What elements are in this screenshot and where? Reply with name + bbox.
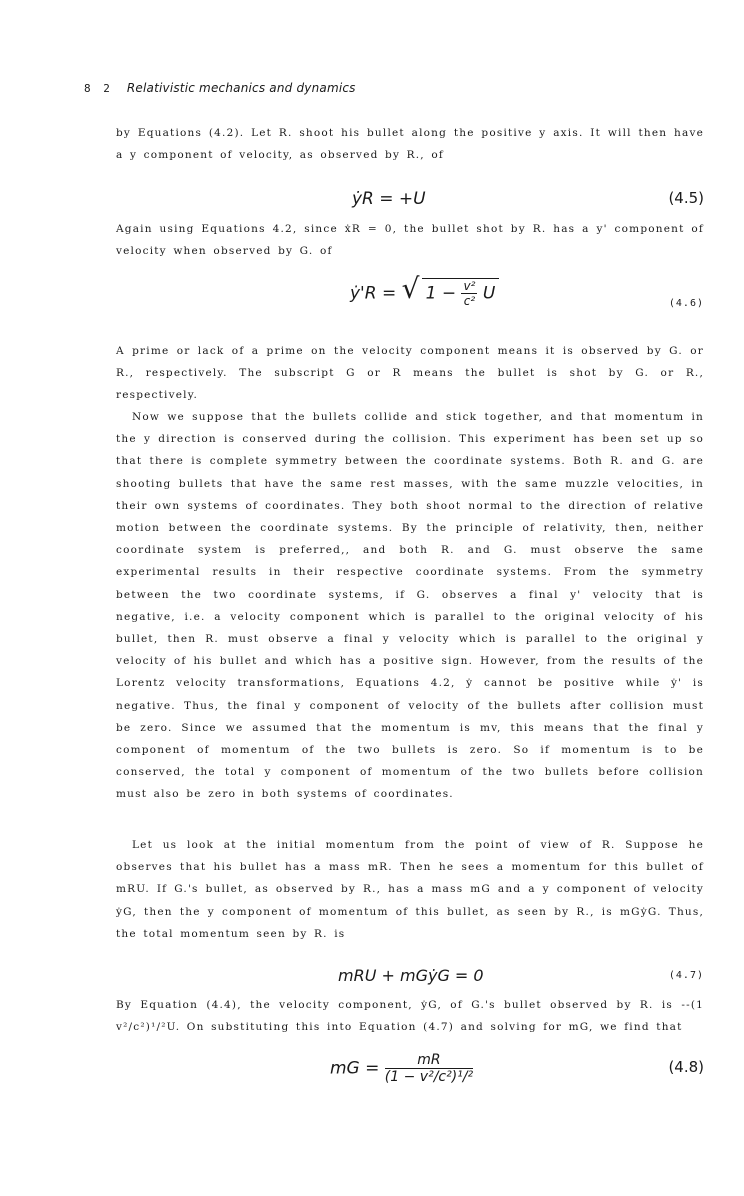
eq46-one-minus: 1 − bbox=[425, 283, 457, 304]
eq45-lhs: ẏR bbox=[352, 189, 374, 209]
page-number: 8 2 bbox=[84, 82, 113, 95]
eq46-frac-bot: c² bbox=[463, 294, 476, 308]
eq46-frac-top: v² bbox=[463, 279, 476, 293]
paragraph-1: by Equations (4.2). Let R. shoot his bullet along the positive y axis. It will then have a y component of velocity, as observed by R., of bbox=[116, 127, 704, 162]
eq48-frac-bot: (1 − v²/c²)¹/² bbox=[384, 1069, 474, 1085]
eq46-tail: U bbox=[482, 283, 496, 304]
equation-4-6 bbox=[116, 272, 704, 322]
eq45-rhs: = +U bbox=[379, 189, 426, 209]
paragraph-6: By Equation (4.4), the velocity component, ẏG, of G.'s bullet observed by R. is --(1 v²/c²)¹/²U. On substituting this into Equation (4.7) and solving for mG, we find that bbox=[116, 999, 704, 1034]
eq48-fraction bbox=[385, 1052, 473, 1085]
equation-4-8 bbox=[116, 1050, 704, 1100]
eq48-frac-top: mR bbox=[385, 1052, 473, 1069]
eq48-lhs: mG = bbox=[330, 1058, 380, 1079]
sqrt-radical: √ 1 − $\frac{\text{v²}}{\text{c²}}$ U bbox=[402, 278, 500, 308]
eq46-number: (4.6) bbox=[668, 298, 704, 309]
paragraph-3: A prime or lack of a prime on the velocity component means it is observed by G. or R., respectively. The subscript G or R means the bullet is shot by G. or R., respectively. bbox=[116, 345, 704, 402]
paragraph-5: Let us look at the initial momentum from the point of view of R. Suppose he observes that his bullet has a mass mR. Then he sees a momentum for this bullet of mRU. If G.'s bullet, as observed by R., has a mass mG and a y component of velocity ẏG, then the y component of momentum of this bullet, as seen by R., is mGẏG. Thus, the total momentum seen by R. is bbox=[116, 839, 704, 940]
eq47-number: (4.7) bbox=[668, 970, 704, 981]
paragraph-2: Again using Equations 4.2, since ẋR = 0, the bullet shot by R. has a y' component of velocity when observed by G. of bbox=[116, 223, 704, 258]
eq46-fraction bbox=[461, 279, 477, 308]
eq48-number: (4.8) bbox=[668, 1058, 704, 1076]
eq45-number: (4.5) bbox=[668, 189, 704, 207]
paragraph-4: Now we suppose that the bullets collide and stick together, and that momentum in the y direction is conserved during the collision. This experiment has been set up so that there is complete symmetry between the coordinate systems. Both R. and G. are shooting bullets that have the same rest masses, with the same muzzle velocities, in their own systems of coordinates. They both shoot normal to the direction of relative motion between the coordinate systems. By the principle of relativity, then, neither coordinate system is preferred,, and both R. and G. must observe the same experimental results in their respective coordinate systems. From the symmetry between the two coordinate systems, if G. observes a final y' velocity that is negative, i.e. a velocity component which is parallel to the original velocity of his bullet, then R. must observe a final y velocity which is parallel to the original y velocity of his bullet and which has a positive sign. However, from the results of the Lorentz velocity transformations, Equations 4.2, ẏ cannot be positive while ẏ' is negative. Thus, the final y component of velocity of the bullets after collision must be zero. Since we assumed that the momentum is mv, this means that the final y component of momentum of the two bullets is zero. So if momentum is to be conserved, the total y component of momentum of the two bullets before collision must also be zero in both systems of coordinates. bbox=[116, 411, 704, 801]
page-header bbox=[84, 81, 356, 95]
running-title: Relativistic mechanics and dynamics bbox=[126, 81, 356, 95]
eq47-expr: mRU + mGẏG = 0 bbox=[338, 966, 484, 985]
eq46-lhs: ẏ'R = bbox=[350, 283, 397, 304]
equation-4-5 bbox=[116, 183, 704, 223]
